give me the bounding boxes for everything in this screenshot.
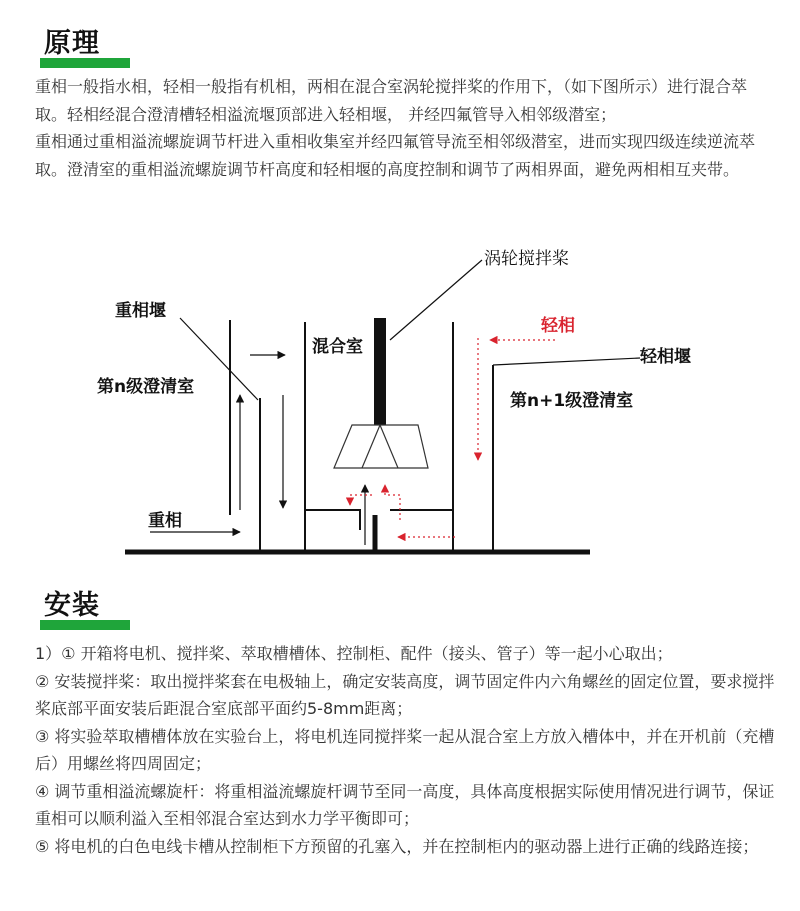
install-step: ④ 调节重相溢流螺旋杆：将重相溢流螺旋杆调节至同一高度，具体高度根据实际使用情况进行调节，保证重相可以顺利溢入至相邻混合室达到水力学平衡即可； <box>35 781 775 828</box>
mixing-chamber-inner-bottom <box>305 510 360 530</box>
turbine-label: 涡轮搅拌桨 <box>484 249 569 269</box>
light-weir-leader <box>493 358 640 365</box>
principle-paragraph: 重相一般指水相，轻相一般指有机相，两相在混合室涡轮搅拌桨的作用下，（如下图所示）进行混合萃取。轻相经混合澄清槽轻相溢流堰顶部进入轻相堰， 并经四氟管导入相邻级潜室； <box>35 77 748 124</box>
heading-underline <box>40 58 130 68</box>
install-heading: 安装 <box>40 590 100 630</box>
install-step: ③ 将实验萃取槽槽体放在实验台上，将电机连同搅拌桨一起从混合室上方放入槽体中，并在开机前（充槽后）用螺丝将四周固定； <box>35 726 775 773</box>
turbine-impeller <box>334 425 428 468</box>
heavy-phase-label: 重相 <box>148 511 182 531</box>
heavy-weir-label: 重相堰 <box>115 301 166 321</box>
principle-text <box>35 73 775 183</box>
install-step: 1）① 开箱将电机、搅拌桨、萃取槽槽体、控制柜、配件（接头、管子）等一起小心取出； <box>35 644 673 663</box>
install-step: ⑤ 将电机的白色电线卡槽从控制柜下方预留的孔塞入，并在控制柜内的驱动器上进行正确的线路连接； <box>35 836 759 856</box>
install-step: ② 安装搅拌桨：取出搅拌桨套在电极轴上，确定安装高度，调节固定件内六角螺丝的固定位置，要求搅拌桨底部平面安装后距混合室底部平面约5-8mm距离； <box>35 671 775 718</box>
turbine-leader <box>390 260 482 340</box>
principle-paragraph: 重相通过重相溢流螺旋调节杆进入重相收集室并经四氟管导流至相邻级潜室，进而实现四级连续逆流萃取。澄清室的重相溢流螺旋调节杆高度和轻相堰的高度控制和调节了两相界面，避免两相相互夹带。 <box>35 132 756 179</box>
light-phase-label: 轻相 <box>541 316 575 336</box>
principle-heading: 原理 <box>40 28 100 68</box>
mixing-chamber-label: 混合室 <box>312 337 363 357</box>
extraction-diagram <box>0 240 800 570</box>
light-weir-label: 轻相堰 <box>640 347 691 367</box>
stage-n-label: 第n级澄清室 <box>97 377 195 397</box>
turbine-shaft <box>374 318 386 430</box>
install-steps <box>35 640 775 860</box>
stage-n1-label: 第n+1级澄清室 <box>510 391 634 411</box>
heading-underline <box>40 620 130 630</box>
